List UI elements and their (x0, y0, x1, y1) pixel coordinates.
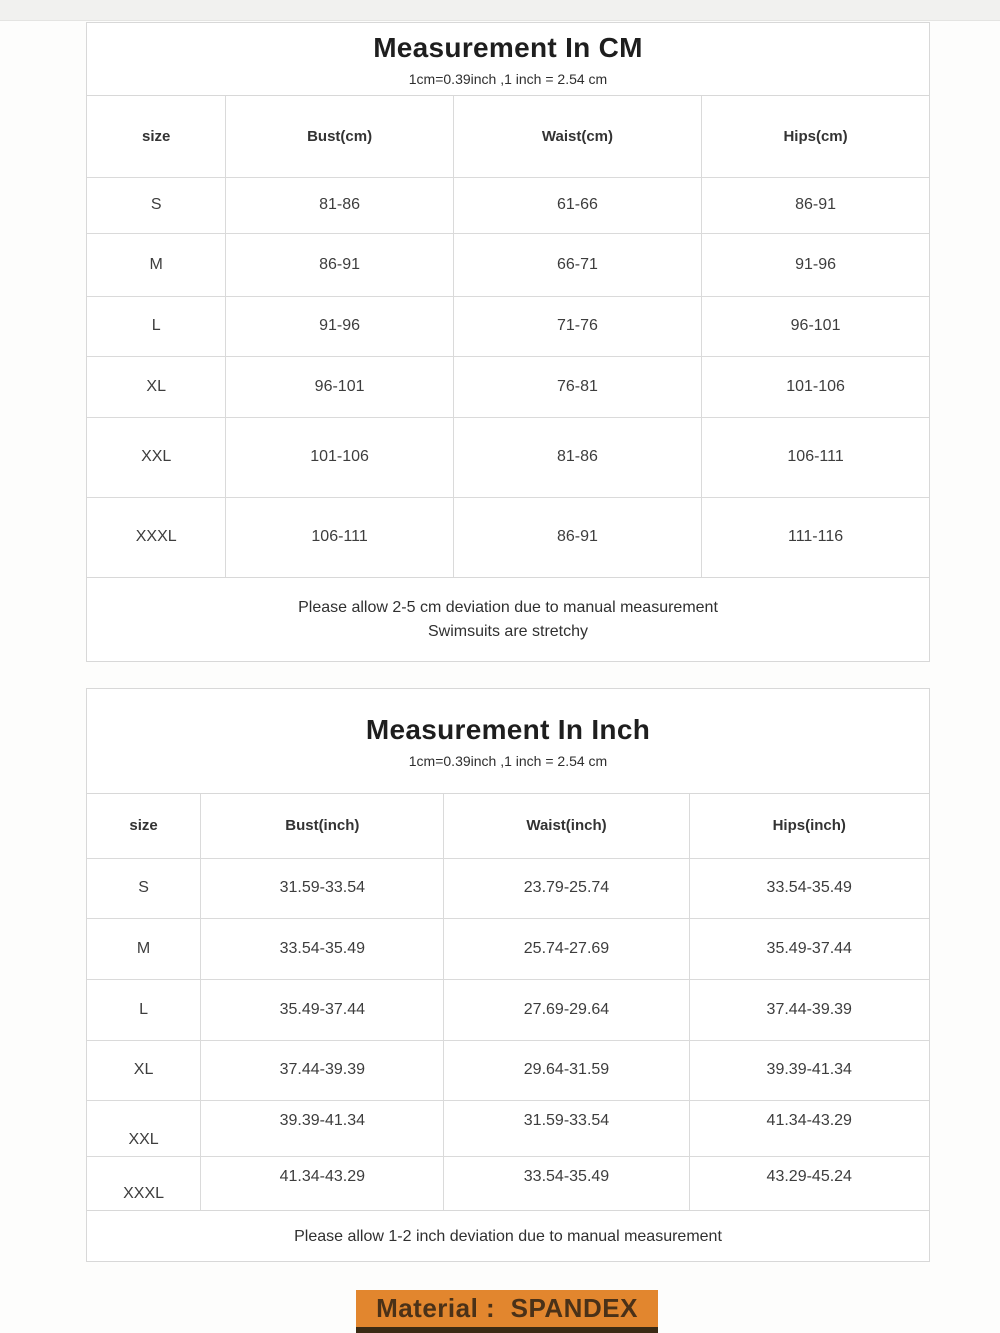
cm-header-bust: Bust(cm) (226, 96, 453, 177)
inch-header-hips: Hips(inch) (689, 794, 929, 858)
measurement-cell: 91-96 (702, 233, 929, 296)
measurement-cell: 71-76 (453, 296, 701, 356)
measurement-cell: 29.64-31.59 (444, 1040, 689, 1100)
table-row (87, 356, 929, 417)
inch-header-size: size (87, 794, 201, 858)
size-cell: L (87, 979, 201, 1040)
measurement-cell: 86-91 (226, 233, 453, 296)
measurement-cell: 33.54-35.49 (201, 918, 444, 979)
measurement-cell: 39.39-41.34 (689, 1040, 929, 1100)
table-row (87, 1156, 929, 1210)
size-cell: XL (87, 1040, 201, 1100)
measurement-cell: 96-101 (702, 296, 929, 356)
cm-note-stretchy: Swimsuits are stretchy (427, 623, 589, 640)
inch-card-notes (87, 1210, 929, 1262)
table-row (87, 858, 929, 918)
measurement-cell: 35.49-37.44 (201, 979, 444, 1040)
cm-header-row (87, 96, 929, 177)
table-row (87, 918, 929, 979)
measurement-cell: 101-106 (702, 356, 929, 417)
inch-table-body (87, 858, 929, 1210)
top-background-strip (0, 0, 1000, 21)
measurement-cell: 111-116 (702, 497, 929, 577)
size-cell: XXXL (87, 497, 226, 577)
measurement-cell: 37.44-39.39 (689, 979, 929, 1040)
material-label: Material : SPANDEX (376, 1293, 638, 1323)
measurement-cell: 61-66 (453, 177, 701, 233)
measurement-cm-card (86, 22, 930, 662)
inch-note-deviation: Please allow 1-2 inch deviation due to manual measurement (294, 1227, 722, 1245)
measurement-cell: 25.74-27.69 (444, 918, 689, 979)
size-cell: S (87, 177, 226, 233)
measurement-cell: 106-111 (226, 497, 453, 577)
table-row (87, 177, 929, 233)
cm-card-title: Measurement In CM (373, 31, 643, 63)
table-row (87, 296, 929, 356)
size-cell: XXXL (87, 1156, 201, 1210)
inch-table-head (87, 794, 929, 858)
inch-card-header (87, 689, 929, 794)
inch-header-waist: Waist(inch) (444, 794, 689, 858)
measurement-cell: 101-106 (226, 417, 453, 497)
table-row (87, 1040, 929, 1100)
size-cell: XXL (87, 1100, 201, 1156)
size-cell: XXL (87, 417, 226, 497)
measurement-cell: 96-101 (226, 356, 453, 417)
inch-card-title: Measurement In Inch (365, 713, 651, 745)
material-highlight-bar (356, 1290, 658, 1333)
measurement-cell: 41.34-43.29 (689, 1100, 929, 1156)
measurement-cell: 33.54-35.49 (689, 858, 929, 918)
measurement-cell: 31.59-33.54 (444, 1100, 689, 1156)
measurement-cell: 33.54-35.49 (444, 1156, 689, 1210)
table-row (87, 417, 929, 497)
table-row (87, 979, 929, 1040)
cm-table-head (87, 96, 929, 177)
measurement-cell: 39.39-41.34 (201, 1100, 444, 1156)
cm-table-body (87, 177, 929, 577)
inch-header-row (87, 794, 929, 858)
size-cell: M (87, 233, 226, 296)
inch-header-bust: Bust(inch) (201, 794, 444, 858)
measurement-cell: 76-81 (453, 356, 701, 417)
measurement-cell: 31.59-33.54 (201, 858, 444, 918)
size-cell: XL (87, 356, 226, 417)
table-row (87, 233, 929, 296)
cm-card-subtitle: 1cm=0.39inch ,1 inch = 2.54 cm (408, 70, 608, 87)
cm-header-waist: Waist(cm) (453, 96, 701, 177)
measurement-cell: 41.34-43.29 (201, 1156, 444, 1210)
size-cell: S (87, 858, 201, 918)
measurement-cell: 37.44-39.39 (201, 1040, 444, 1100)
inch-size-table (87, 794, 929, 1210)
measurement-cell: 66-71 (453, 233, 701, 296)
measurement-cell: 81-86 (453, 417, 701, 497)
inch-card-subtitle: 1cm=0.39inch ,1 inch = 2.54 cm (408, 752, 608, 769)
measurement-cell: 81-86 (226, 177, 453, 233)
measurement-cell: 91-96 (226, 296, 453, 356)
cm-note-deviation: Please allow 2-5 cm deviation due to manual measurement (298, 599, 718, 616)
measurement-cell: 86-91 (702, 177, 929, 233)
cm-card-header (87, 23, 929, 96)
measurement-inch-card (86, 688, 930, 1262)
table-row (87, 1100, 929, 1156)
measurement-cell: 86-91 (453, 497, 701, 577)
table-row (87, 497, 929, 577)
cm-card-notes (87, 577, 929, 662)
size-cell: L (87, 296, 226, 356)
measurement-cell: 35.49-37.44 (689, 918, 929, 979)
cm-size-table (87, 96, 929, 577)
size-cell: M (87, 918, 201, 979)
cm-header-hips: Hips(cm) (702, 96, 929, 177)
measurement-cell: 106-111 (702, 417, 929, 497)
measurement-cell: 43.29-45.24 (689, 1156, 929, 1210)
cm-header-size: size (87, 96, 226, 177)
measurement-cell: 27.69-29.64 (444, 979, 689, 1040)
measurement-cell: 23.79-25.74 (444, 858, 689, 918)
